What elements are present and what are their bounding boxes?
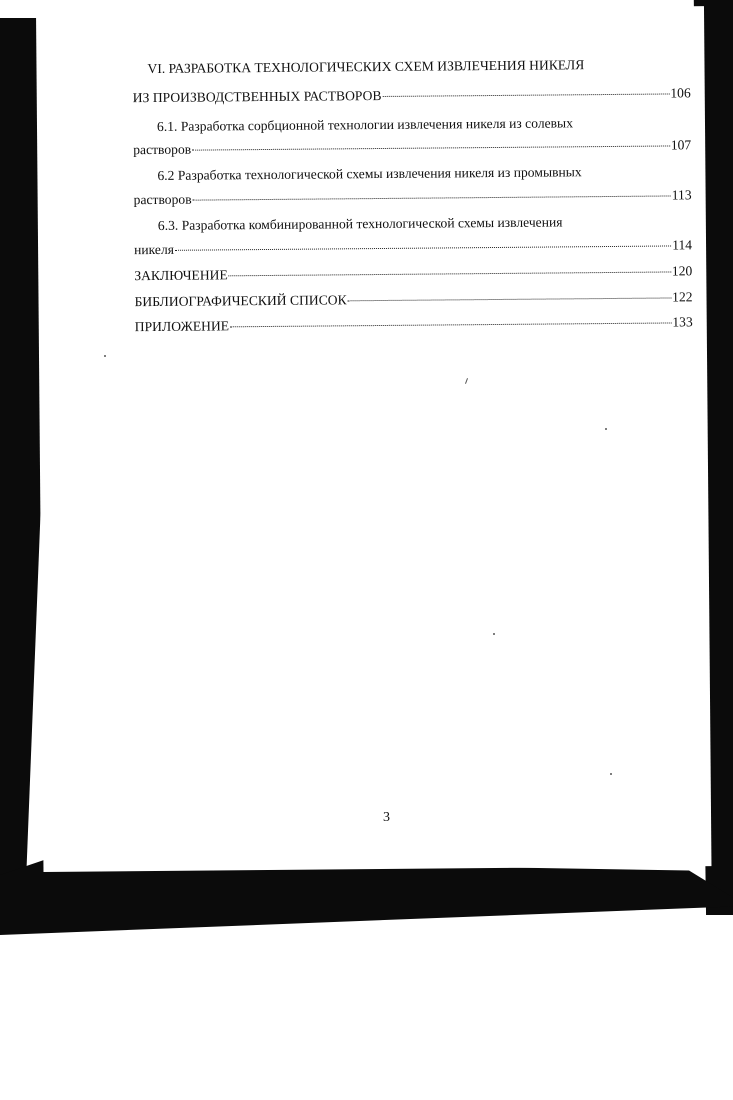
page-ref: 113 bbox=[671, 187, 692, 203]
bibliography-label: БИБЛИОГРАФИЧЕСКИЙ СПИСОК bbox=[134, 292, 347, 310]
table-of-contents bbox=[132, 56, 693, 335]
page-ref: 122 bbox=[672, 289, 693, 305]
section6-title-line1: VI. РАЗРАБОТКА ТЕХНОЛОГИЧЕСКИХ СХЕМ ИЗВЛЕЧЕНИЯ НИКЕЛЯ bbox=[147, 57, 585, 77]
page-ref: 106 bbox=[670, 85, 691, 101]
scan-speck bbox=[493, 633, 495, 635]
leader-dots bbox=[383, 92, 670, 97]
toc-entry-section6 bbox=[133, 85, 691, 110]
conclusion-label: ЗАКЛЮЧЕНИЕ bbox=[134, 267, 228, 284]
toc-entry-6-1-line2: растворов bbox=[133, 141, 192, 158]
leader-dots bbox=[229, 270, 671, 276]
toc-entry-6-2-line2: растворов bbox=[133, 191, 192, 208]
leader-dots bbox=[230, 321, 671, 327]
toc-entry-bibliography bbox=[134, 289, 692, 314]
scan-speck bbox=[605, 428, 607, 430]
toc-entry-6-2-line1: 6.2 Разработка технологической схемы извлечения никеля из промывных bbox=[157, 164, 582, 183]
toc-entry-appendix bbox=[135, 314, 693, 339]
toc-entry-6-2 bbox=[134, 187, 692, 212]
leader-dots bbox=[192, 144, 670, 150]
scan-speck bbox=[610, 773, 612, 775]
leader-dots bbox=[348, 296, 672, 301]
page-ref: 133 bbox=[672, 314, 693, 330]
toc-entry-6-3-line1: 6.3. Разработка комбинированной технологической схемы извлечения bbox=[157, 214, 563, 233]
page-number: 3 bbox=[383, 810, 390, 825]
toc-entry-6-3-line2: никеля bbox=[134, 241, 175, 258]
appendix-label: ПРИЛОЖЕНИЕ bbox=[134, 318, 230, 335]
toc-entry-6-3 bbox=[134, 237, 692, 262]
toc-entry-6-1 bbox=[133, 137, 691, 162]
toc-entry-conclusion bbox=[134, 263, 692, 288]
page-ref: 114 bbox=[672, 237, 693, 253]
page-ref: 120 bbox=[671, 263, 693, 279]
section6-title-line2: ИЗ ПРОИЗВОДСТВЕННЫХ РАСТВОРОВ bbox=[132, 87, 382, 106]
page-ref: 107 bbox=[670, 137, 692, 153]
leader-dots bbox=[175, 244, 671, 250]
paper-sheet bbox=[36, 6, 711, 872]
toc-entry-6-1-line1: 6.1. Разработка сорбционной технологии извлечения никеля из солевых bbox=[156, 115, 574, 134]
leader-dots bbox=[193, 194, 671, 200]
scan-speck bbox=[104, 355, 106, 357]
